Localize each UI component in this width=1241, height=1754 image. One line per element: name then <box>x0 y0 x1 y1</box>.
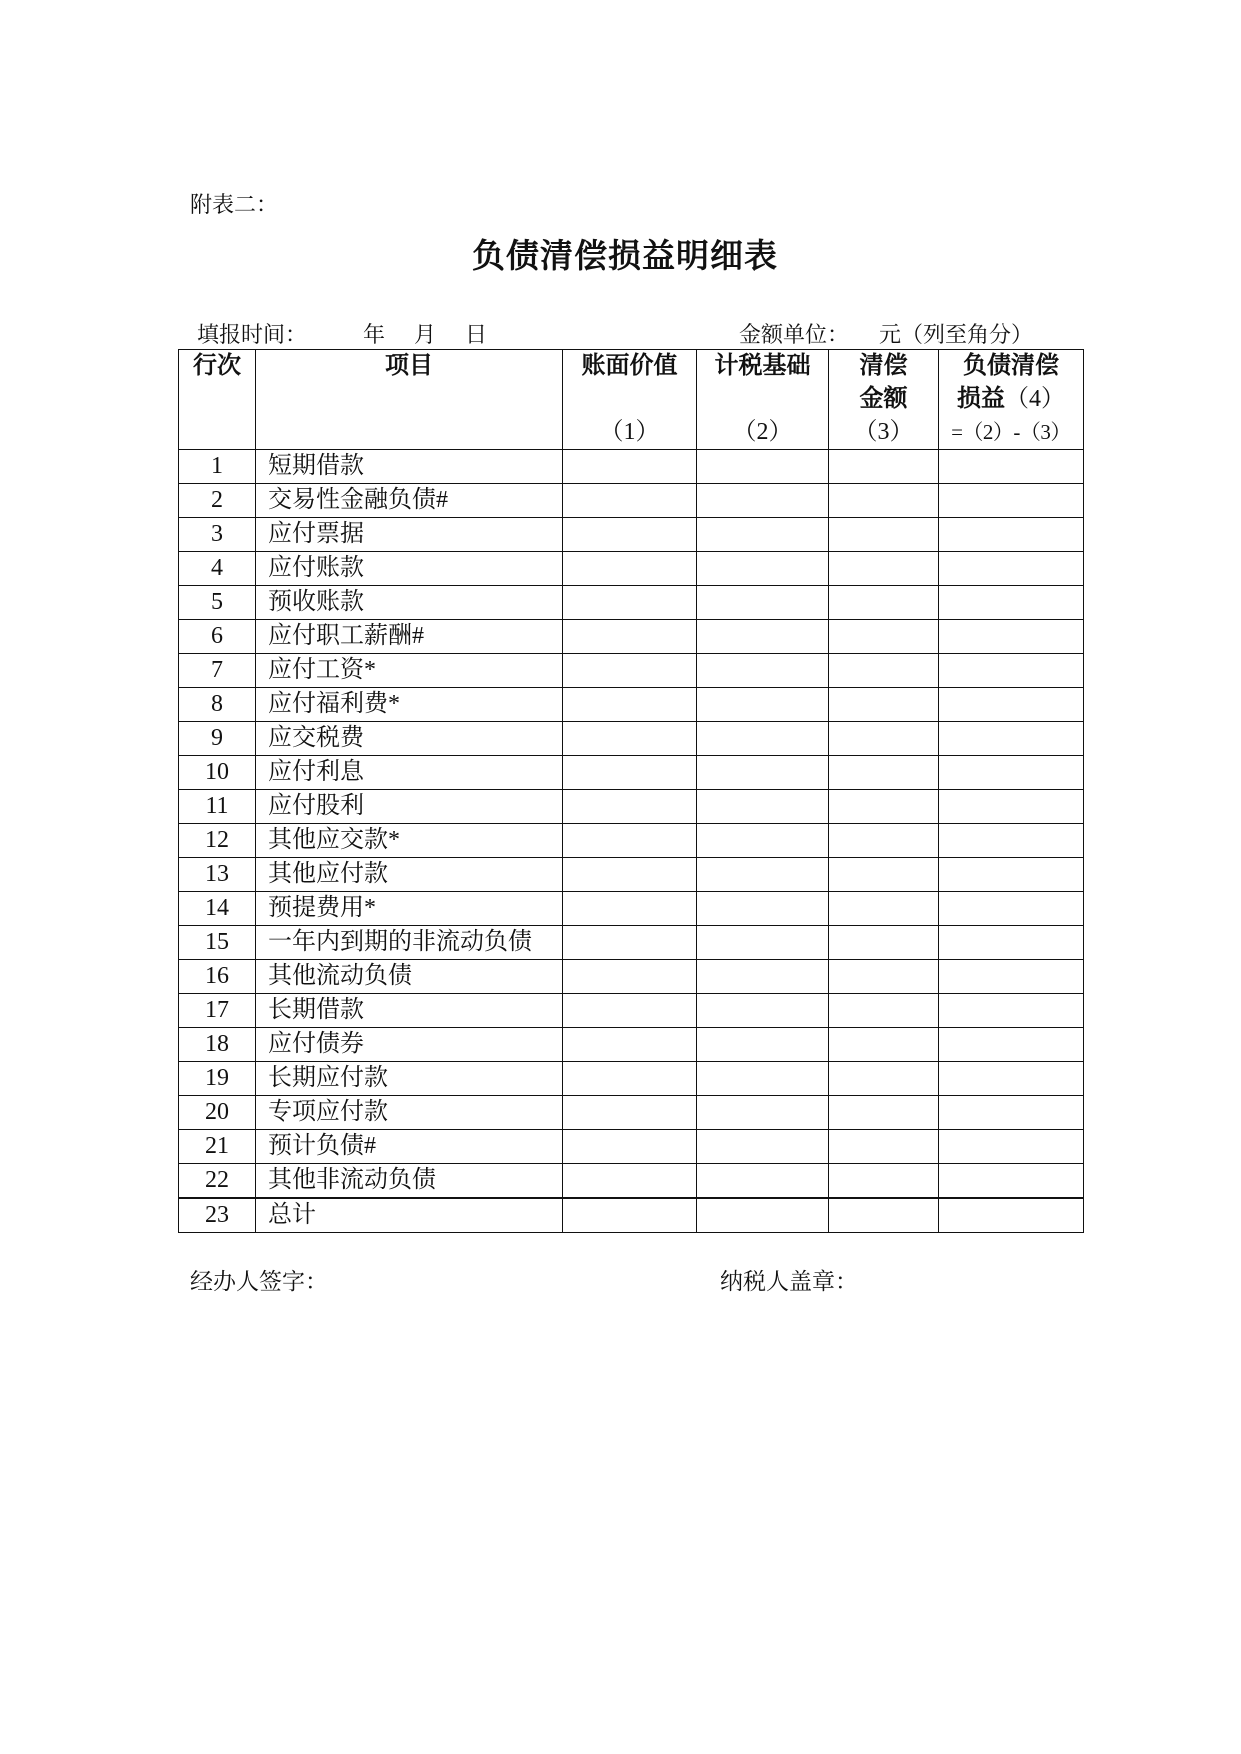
item-name-cell: 应付账款 <box>256 552 563 586</box>
fill-month-label: 月 <box>414 322 437 347</box>
settlement-amount-cell <box>829 994 939 1028</box>
amount-unit-label: 金额单位： <box>739 322 850 347</box>
book-value-cell <box>563 1198 697 1233</box>
header-item-label: 项目 <box>385 353 433 379</box>
settlement-amount-cell <box>829 722 939 756</box>
item-name-cell: 短期借款 <box>256 450 563 484</box>
table-row <box>179 1028 1084 1062</box>
table-row <box>179 960 1084 994</box>
settlement-amount-cell <box>829 1096 939 1130</box>
settlement-amount-cell <box>829 824 939 858</box>
settlement-gain-loss-cell <box>939 484 1084 518</box>
tax-base-cell <box>697 450 829 484</box>
row-number-cell: 20 <box>179 1096 256 1130</box>
header-gain-loss-line2: 损益 <box>957 386 1005 412</box>
tax-base-cell <box>697 586 829 620</box>
tax-base-cell <box>697 824 829 858</box>
header-tax-base-code: （2） <box>732 419 793 445</box>
row-number-cell: 4 <box>179 552 256 586</box>
tax-base-cell <box>697 722 829 756</box>
settlement-amount-cell <box>829 1198 939 1233</box>
book-value-cell <box>563 960 697 994</box>
book-value-cell <box>563 688 697 722</box>
item-name-cell: 应付职工薪酬# <box>256 620 563 654</box>
table-row <box>179 552 1084 586</box>
tax-base-cell <box>697 484 829 518</box>
tax-base-cell <box>697 654 829 688</box>
header-settlement-line1: 清偿 <box>859 353 908 379</box>
book-value-cell <box>563 722 697 756</box>
tax-base-cell <box>697 1164 829 1199</box>
settlement-gain-loss-cell <box>939 1198 1084 1233</box>
item-name-cell: 长期借款 <box>256 994 563 1028</box>
item-name-cell: 预提费用* <box>256 892 563 926</box>
item-name-cell: 应付债券 <box>256 1028 563 1062</box>
tax-base-cell <box>697 892 829 926</box>
item-name-cell: 应付票据 <box>256 518 563 552</box>
table-body <box>179 450 1084 1233</box>
handler-signature-label: 经办人签字： <box>190 1269 328 1294</box>
header-settlement-code: （3） <box>853 419 914 445</box>
settlement-gain-loss-cell <box>939 1062 1084 1096</box>
row-number-cell: 2 <box>179 484 256 518</box>
header-gain-loss-code: （4） <box>1005 386 1065 412</box>
taxpayer-seal-label: 纳税人盖章： <box>720 1269 858 1294</box>
table-row <box>179 484 1084 518</box>
table-row <box>179 620 1084 654</box>
table-row <box>179 1096 1084 1130</box>
item-name-cell: 应付股利 <box>256 790 563 824</box>
book-value-cell <box>563 552 697 586</box>
book-value-cell <box>563 654 697 688</box>
header-row <box>179 350 1084 450</box>
row-number-cell: 23 <box>179 1198 256 1233</box>
header-tax-base-title: 计税基础 <box>714 353 811 379</box>
tax-base-cell <box>697 960 829 994</box>
settlement-gain-loss-cell <box>939 790 1084 824</box>
row-number-cell: 11 <box>179 790 256 824</box>
tax-base-cell <box>697 858 829 892</box>
table-row <box>179 654 1084 688</box>
settlement-gain-loss-cell <box>939 1096 1084 1130</box>
table-row <box>179 688 1084 722</box>
settlement-gain-loss-cell <box>939 824 1084 858</box>
settlement-amount-cell <box>829 756 939 790</box>
item-name-cell: 预计负债# <box>256 1130 563 1164</box>
settlement-gain-loss-cell <box>939 450 1084 484</box>
settlement-gain-loss-cell <box>939 1164 1084 1199</box>
row-number-cell: 14 <box>179 892 256 926</box>
item-name-cell: 长期应付款 <box>256 1062 563 1096</box>
book-value-cell <box>563 756 697 790</box>
table-row <box>179 790 1084 824</box>
tax-base-cell <box>697 1062 829 1096</box>
item-name-cell: 其他应付款 <box>256 858 563 892</box>
table-row <box>179 450 1084 484</box>
row-number-cell: 15 <box>179 926 256 960</box>
table-row <box>179 994 1084 1028</box>
settlement-gain-loss-cell <box>939 756 1084 790</box>
header-spacer <box>563 383 696 416</box>
settlement-gain-loss-cell <box>939 620 1084 654</box>
settlement-amount-cell <box>829 960 939 994</box>
tax-base-cell <box>697 790 829 824</box>
book-value-cell <box>563 484 697 518</box>
row-number-cell: 9 <box>179 722 256 756</box>
item-name-cell: 其他应交款* <box>256 824 563 858</box>
fill-time-label: 填报时间： <box>197 322 308 347</box>
settlement-amount-cell <box>829 790 939 824</box>
settlement-gain-loss-cell <box>939 722 1084 756</box>
row-number-cell: 12 <box>179 824 256 858</box>
item-name-cell: 其他非流动负债 <box>256 1164 563 1199</box>
attachment-note: 附表二： <box>190 192 279 217</box>
header-tax-base <box>697 350 829 450</box>
settlement-gain-loss-cell <box>939 994 1084 1028</box>
header-book-value-title: 账面价值 <box>581 353 678 379</box>
table-row <box>179 824 1084 858</box>
row-number-cell: 18 <box>179 1028 256 1062</box>
row-number-cell: 6 <box>179 620 256 654</box>
settlement-amount-cell <box>829 654 939 688</box>
item-name-cell: 其他流动负债 <box>256 960 563 994</box>
settlement-amount-cell <box>829 450 939 484</box>
settlement-gain-loss-cell <box>939 926 1084 960</box>
tax-base-cell <box>697 1096 829 1130</box>
settlement-gain-loss-cell <box>939 1028 1084 1062</box>
item-name-cell: 应付福利费* <box>256 688 563 722</box>
settlement-amount-cell <box>829 1028 939 1062</box>
row-number-cell: 3 <box>179 518 256 552</box>
book-value-cell <box>563 450 697 484</box>
table-row <box>179 518 1084 552</box>
table-header <box>179 350 1084 450</box>
tax-base-cell <box>697 688 829 722</box>
book-value-cell <box>563 518 697 552</box>
header-row-no <box>179 350 256 450</box>
settlement-gain-loss-cell <box>939 1130 1084 1164</box>
row-number-cell: 17 <box>179 994 256 1028</box>
settlement-amount-cell <box>829 926 939 960</box>
book-value-cell <box>563 620 697 654</box>
tax-base-cell <box>697 1130 829 1164</box>
settlement-amount-cell <box>829 552 939 586</box>
tax-base-cell <box>697 518 829 552</box>
header-row-no-label: 行次 <box>193 353 241 379</box>
settlement-gain-loss-cell <box>939 586 1084 620</box>
book-value-cell <box>563 994 697 1028</box>
page-title: 负债清偿损益明细表 <box>472 239 778 275</box>
settlement-amount-cell <box>829 484 939 518</box>
header-settlement-amount <box>829 350 939 450</box>
settlement-amount-cell <box>829 892 939 926</box>
settlement-gain-loss-cell <box>939 654 1084 688</box>
tax-base-cell <box>697 926 829 960</box>
table-row <box>179 1198 1084 1233</box>
row-number-cell: 10 <box>179 756 256 790</box>
row-number-cell: 19 <box>179 1062 256 1096</box>
liability-settlement-table <box>178 349 1084 1233</box>
table-row <box>179 926 1084 960</box>
table-row <box>179 1164 1084 1199</box>
row-number-cell: 13 <box>179 858 256 892</box>
row-number-cell: 21 <box>179 1130 256 1164</box>
book-value-cell <box>563 1096 697 1130</box>
tax-base-cell <box>697 756 829 790</box>
settlement-amount-cell <box>829 1062 939 1096</box>
fill-year-label: 年 <box>363 322 386 347</box>
settlement-gain-loss-cell <box>939 892 1084 926</box>
settlement-amount-cell <box>829 688 939 722</box>
book-value-cell <box>563 586 697 620</box>
book-value-cell <box>563 926 697 960</box>
item-name-cell: 总计 <box>256 1198 563 1233</box>
tax-base-cell <box>697 620 829 654</box>
header-gain-loss-line2-wrap <box>939 383 1083 416</box>
table-row <box>179 892 1084 926</box>
table-row <box>179 722 1084 756</box>
item-name-cell: 预收账款 <box>256 586 563 620</box>
item-name-cell: 应交税费 <box>256 722 563 756</box>
settlement-amount-cell <box>829 1130 939 1164</box>
item-name-cell: 应付利息 <box>256 756 563 790</box>
row-number-cell: 8 <box>179 688 256 722</box>
settlement-gain-loss-cell <box>939 518 1084 552</box>
book-value-cell <box>563 892 697 926</box>
settlement-gain-loss-cell <box>939 858 1084 892</box>
item-name-cell: 专项应付款 <box>256 1096 563 1130</box>
header-gain-loss-line1: 负债清偿 <box>963 353 1059 379</box>
settlement-amount-cell <box>829 1164 939 1199</box>
header-book-value <box>563 350 697 450</box>
item-name-cell: 一年内到期的非流动负债 <box>256 926 563 960</box>
row-number-cell: 7 <box>179 654 256 688</box>
row-number-cell: 1 <box>179 450 256 484</box>
header-spacer <box>697 383 828 416</box>
book-value-cell <box>563 1164 697 1199</box>
settlement-amount-cell <box>829 586 939 620</box>
table-row <box>179 1130 1084 1164</box>
amount-unit-value: 元（列至角分） <box>879 322 1034 347</box>
book-value-cell <box>563 1028 697 1062</box>
book-value-cell <box>563 1130 697 1164</box>
book-value-cell <box>563 858 697 892</box>
header-item <box>256 350 563 450</box>
settlement-gain-loss-cell <box>939 960 1084 994</box>
table-row <box>179 756 1084 790</box>
table-row <box>179 586 1084 620</box>
fill-day-label: 日 <box>465 322 488 347</box>
settlement-amount-cell <box>829 620 939 654</box>
item-name-cell: 交易性金融负债# <box>256 484 563 518</box>
table-row <box>179 1062 1084 1096</box>
book-value-cell <box>563 1062 697 1096</box>
settlement-gain-loss-cell <box>939 688 1084 722</box>
tax-base-cell <box>697 1028 829 1062</box>
row-number-cell: 5 <box>179 586 256 620</box>
tax-base-cell <box>697 552 829 586</box>
header-settlement-line2: 金额 <box>859 386 908 412</box>
item-name-cell: 应付工资* <box>256 654 563 688</box>
table-row <box>179 858 1084 892</box>
settlement-amount-cell <box>829 518 939 552</box>
header-gain-loss-formula: =（2）-（3） <box>951 420 1071 444</box>
book-value-cell <box>563 790 697 824</box>
header-book-value-code: （1） <box>599 419 660 445</box>
settlement-amount-cell <box>829 858 939 892</box>
row-number-cell: 16 <box>179 960 256 994</box>
row-number-cell: 22 <box>179 1164 256 1199</box>
book-value-cell <box>563 824 697 858</box>
tax-base-cell <box>697 994 829 1028</box>
header-gain-loss <box>939 350 1084 450</box>
tax-base-cell <box>697 1198 829 1233</box>
settlement-gain-loss-cell <box>939 552 1084 586</box>
